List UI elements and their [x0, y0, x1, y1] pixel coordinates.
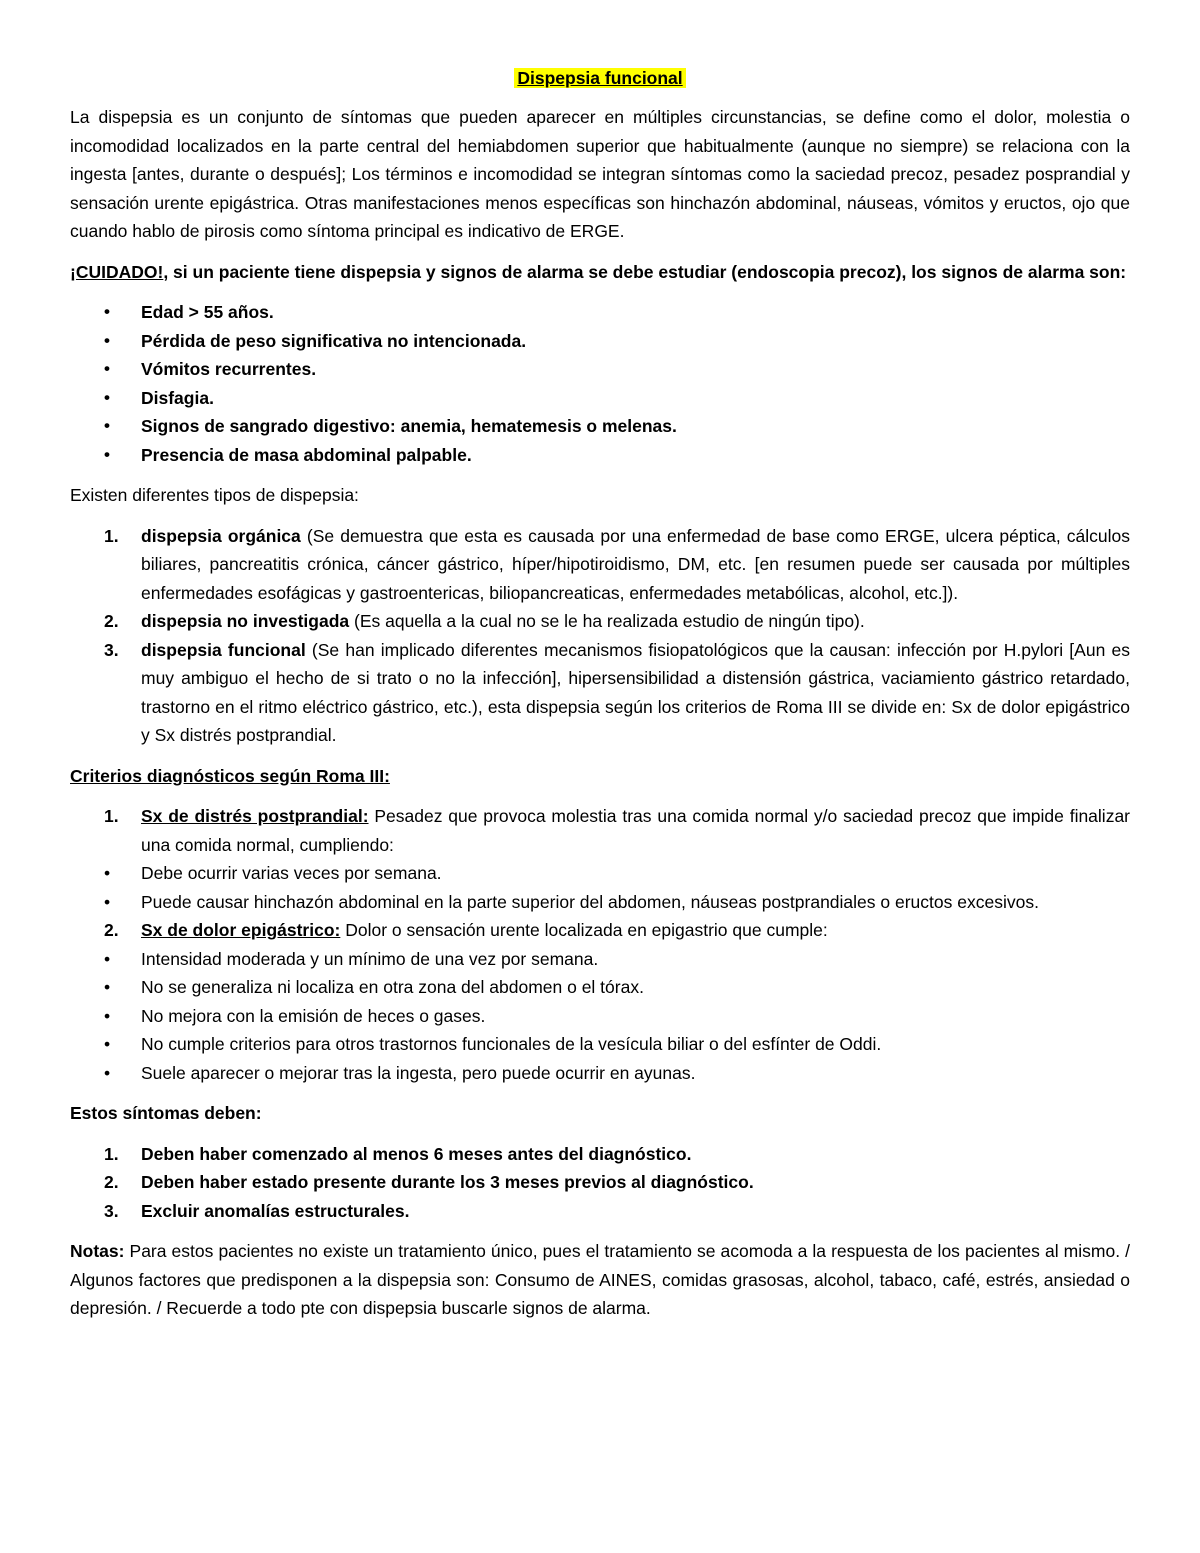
list-item: • Presencia de masa abdominal palpable.	[70, 441, 1130, 470]
bullet-icon: •	[104, 359, 110, 378]
list-item: • Vómitos recurrentes.	[70, 355, 1130, 384]
list-item: • Debe ocurrir varias veces por semana.	[70, 859, 1130, 888]
list-item: • Edad > 55 años.	[70, 298, 1130, 327]
list-item: 3. Excluir anomalías estructurales.	[104, 1200, 410, 1221]
list-item: • Suele aparecer o mejorar tras la ingesta, pero puede ocurrir en ayunas.	[70, 1059, 1130, 1088]
list-item: • No se generaliza ni localiza en otra zona del abdomen o el tórax.	[70, 973, 1130, 1002]
bullet-icon: •	[104, 891, 111, 912]
types-intro: Existen diferentes tipos de dispepsia:	[70, 485, 359, 505]
notes-label: Notas:	[70, 1241, 125, 1261]
criteria-heading: Criterios diagnósticos según Roma III:	[70, 765, 390, 786]
list-item: 2. dispepsia no investigada (Es aquella a la cual no se le ha realizada estudio de ningún tipo).	[104, 611, 865, 631]
bullet-icon: •	[104, 1062, 111, 1083]
types-list	[70, 522, 1130, 750]
bullet-icon: •	[104, 1005, 111, 1026]
bullet-icon: •	[104, 302, 110, 321]
type-name: dispepsia no investigada	[141, 611, 350, 631]
symptoms-list	[70, 1140, 1130, 1226]
bullet-icon: •	[104, 1034, 111, 1054]
type-name: dispepsia orgánica	[141, 525, 301, 546]
page-title: Dispepsia funcional	[514, 68, 685, 88]
list-item: • Signos de sangrado digestivo: anemia, hematemesis o melenas.	[70, 412, 1130, 441]
warning-paragraph	[70, 258, 1130, 287]
list-item: • No mejora con la emisión de heces o gases.	[70, 1002, 1130, 1031]
criteria-name: Sx de distrés postprandial:	[141, 806, 369, 826]
list-item: 3. dispepsia funcional (Se han implicado diferentes mecanismos fisiopatológicos que la causan: infección por H.pylori [Aun es muy ambiguo el hecho de si trato o no la infección], hipersensibilidad a distensión gástrica, vaciamiento gástrico retardado, trastorno en el ritmo eléctrico gástrico, etc.), esta dispepsia según los criterios de Roma III se divide en: Sx de dolor epigástrico y Sx distrés postprandial.	[104, 639, 1130, 745]
bullet-icon: •	[104, 387, 110, 407]
bullet-icon: •	[104, 330, 110, 350]
list-item: 1. Sx de distrés postprandial: Pesadez que provoca molestia tras una comida normal y/o saciedad precoz que impide finalizar una comida normal, cumpliendo:	[104, 806, 1131, 855]
list-item: • Pérdida de peso significativa no intencionada.	[70, 327, 1130, 356]
title-container	[70, 68, 1130, 89]
warning-text: , si un paciente tiene dispepsia y signos de alarma se debe estudiar (endoscopia precoz), los signos de alarma son:	[163, 261, 1127, 282]
list-item: • Intensidad moderada y un mínimo de una vez por semana.	[70, 945, 1130, 974]
bullet-icon: •	[104, 444, 110, 464]
criteria-list	[70, 802, 1130, 1087]
list-item: 2. Deben haber estado presente durante los 3 meses previos al diagnóstico.	[104, 1172, 754, 1192]
list-item: • Disfagia.	[70, 384, 1130, 413]
symptoms-heading: Estos síntomas deben:	[70, 1103, 262, 1123]
notes-paragraph	[70, 1237, 1130, 1323]
alarm-signs-list	[70, 298, 1130, 469]
list-item: • No cumple criterios para otros trastornos funcionales de la vesícula biliar o del esfínter de Oddi.	[70, 1030, 1130, 1059]
notes-text: Para estos pacientes no existe un tratamiento único, pues el tratamiento se acomoda a la respuesta de los pacientes al mismo. / Algunos factores que predisponen a la dispepsia son: Consumo de AINES, comidas grasosas, alcohol, tabaco, café, estrés, ansiedad o depresión. / Recuerde a todo pte con dispepsia buscarle signos de alarma.	[70, 1241, 1130, 1318]
list-item: 1. dispepsia orgánica (Se demuestra que esta es causada por una enfermedad de base como ERGE, ulcera péptica, cálculos biliares, pancreatitis crónica, cáncer gástrico, híper/hipotiroidismo, DM, etc. [en resumen puede ser causada por múltiples enfermedades esofágicas y gastroentericas, biliopancreaticas, enfermedades metabólicas, alcohol, etc.]).	[104, 525, 1131, 603]
bullet-icon: •	[104, 977, 111, 997]
list-item: • Puede causar hinchazón abdominal en la parte superior del abdomen, náuseas postprandiales o eructos excesivos.	[70, 888, 1130, 917]
intro-paragraph: La dispepsia es un conjunto de síntomas que pueden aparecer en múltiples circunstancias, se define como el dolor, molestia o incomodidad localizados en la parte central del hemiabdomen superior que habitualmente (aunque no siempre) se relaciona con la ingesta [antes, durante o después]; Los términos e incomodidad se integran síntomas como la saciedad precoz, pesadez posprandial y sensación urente epigástrica. Otras manifestaciones menos específicas son hinchazón abdominal, náuseas, vómitos y eructos, ojo que cuando hablo de pirosis como síntoma principal es indicativo de ERGE.	[70, 107, 1130, 241]
list-item: 1. Deben haber comenzado al menos 6 meses antes del diagnóstico.	[104, 1143, 692, 1164]
bullet-icon: •	[104, 863, 111, 883]
type-name: dispepsia funcional	[141, 639, 306, 660]
bullet-icon: •	[104, 948, 111, 969]
criteria-name: Sx de dolor epigástrico:	[141, 920, 341, 940]
list-item: 2. Sx de dolor epigástrico: Dolor o sensación urente localizada en epigastrio que cumple:	[104, 920, 828, 940]
warning-lead: ¡CUIDADO!	[70, 261, 164, 282]
bullet-icon: •	[104, 416, 110, 435]
